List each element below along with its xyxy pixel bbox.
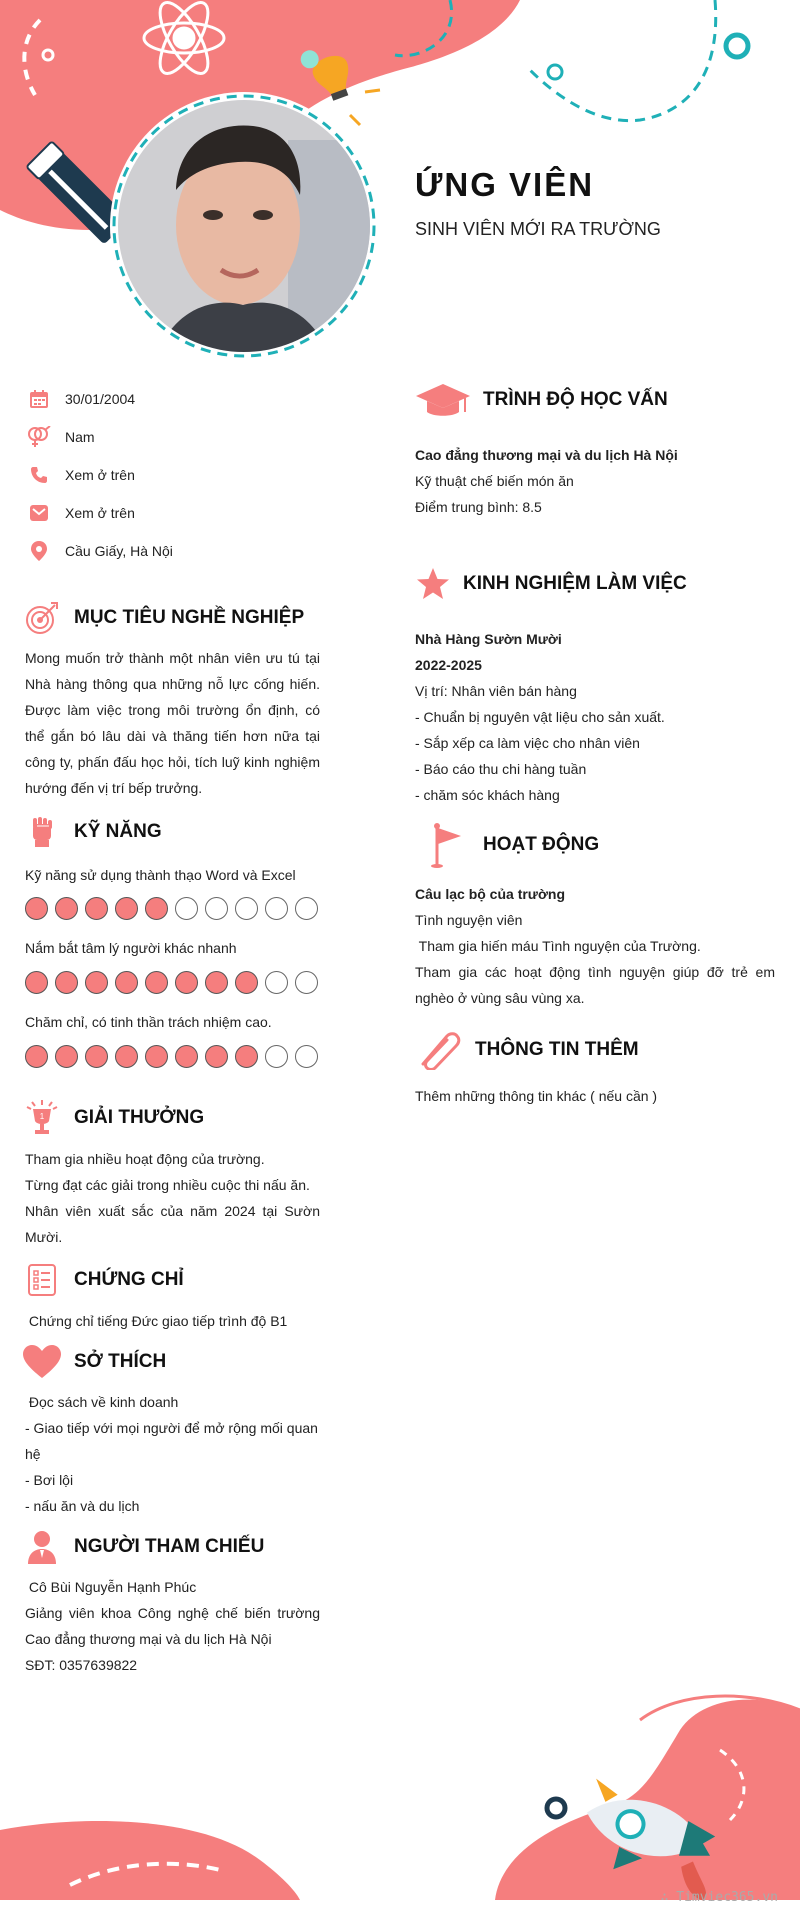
more-info-heading: THÔNG TIN THÊM [475,1039,639,1060]
rating-dot-filled [85,971,108,994]
svg-text:1: 1 [39,1112,45,1121]
fist-icon [22,812,62,852]
hobby-line: Đọc sách về kinh doanh [25,1394,179,1410]
rating-dot-empty [295,1045,318,1068]
email-icon [25,500,53,526]
contact-birthdate [25,386,345,412]
reference-heading: NGƯỜI THAM CHIẾU [74,1536,265,1557]
more-info-header [415,1030,639,1070]
activity-line: Tham gia các hoạt động tình nguyện giúp đỡ trẻ em nghèo ở vùng sâu vùng xa. [415,964,775,1006]
person-icon [22,1527,62,1567]
rating-dot-empty [295,897,318,920]
rating-dot-filled [55,971,78,994]
rating-dot-empty [205,897,228,920]
address-text: Cầu Giấy, Hà Nội [65,543,173,559]
activities-heading: HOẠT ĐỘNG [483,834,600,855]
rating-dot-filled [115,1045,138,1068]
award-line: Nhân viên xuất sắc của năm 2024 tại Sườn Mười. [25,1203,320,1245]
rating-dot-empty [295,971,318,994]
skill-rating-3 [25,1045,318,1068]
reference-header [22,1527,264,1567]
rating-dot-filled [85,1045,108,1068]
target-icon [22,598,62,638]
rating-dot-filled [25,897,48,920]
rating-dot-filled [205,971,228,994]
award-line: Từng đạt các giải trong nhiều cuộc thi nấu ăn. [25,1177,310,1193]
company-name: Nhà Hàng Sườn Mười [415,631,562,647]
experience-heading: KINH NGHIỆM LÀM VIỆC [463,573,687,594]
activities-header [415,825,599,865]
hobbies-heading: SỞ THÍCH [74,1351,167,1372]
rating-dot-filled [55,1045,78,1068]
hobbies-text [25,1389,320,1519]
activity-line: Tham gia hiến máu Tình nguyện của Trường. [415,938,701,954]
education-text [415,442,775,520]
rating-dot-empty [175,897,198,920]
rating-dot-empty [265,971,288,994]
rating-dot-filled [25,971,48,994]
rating-dot-filled [115,971,138,994]
candidate-name: ỨNG VIÊN [415,166,595,203]
profile-photo [118,100,370,352]
task-line: - Sắp xếp ca làm việc cho nhân viên [415,735,640,751]
school-name: Cao đẳng thương mại và du lịch Hà Nội [415,447,678,463]
job-role: Vị trí: Nhân viên bán hàng [415,683,577,699]
major: Kỹ thuật chế biến món ăn [415,473,574,489]
graduation-cap-icon [415,380,471,420]
awards-text [25,1146,320,1250]
heart-icon [22,1342,62,1382]
flag-icon [415,825,471,865]
rating-dot-filled [115,897,138,920]
activity-org: Câu lạc bộ của trường [415,886,566,902]
rating-dot-filled [175,971,198,994]
experience-text [415,626,775,808]
hobby-line: - Giao tiếp với mọi người để mở rộng mối quan hệ [25,1420,318,1462]
rating-dot-empty [265,897,288,920]
rating-dot-filled [145,897,168,920]
rating-dot-filled [145,1045,168,1068]
contact-address [25,538,345,564]
objective-header [22,598,304,638]
hobbies-header [22,1342,166,1382]
gender-icon [25,424,53,450]
contact-email [25,500,345,526]
birthdate-text: 30/01/2004 [65,391,136,407]
task-line: - Báo cáo thu chi hàng tuần [415,761,587,777]
checklist-icon [22,1260,62,1300]
phone-text: Xem ở trên [65,467,135,483]
trophy-icon [22,1098,62,1138]
paperclip-icon [415,1030,463,1070]
reference-line: SĐT: 0357639822 [25,1657,138,1673]
rating-dot-filled [145,971,168,994]
certificate-text: Chứng chỉ tiếng Đức giao tiếp trình độ B1 [25,1313,288,1329]
rating-dot-empty [265,1045,288,1068]
gender-text: Nam [65,429,95,445]
skills-header [22,812,162,852]
skill-rating-1 [25,897,318,920]
award-line: Tham gia nhiều hoạt động của trường. [25,1151,265,1167]
certificates-heading: CHỨNG CHỈ [74,1269,184,1290]
skill-label-1: Kỹ năng sử dụng thành thạo Word và Excel [25,867,296,883]
task-line: - chăm sóc khách hàng [415,787,560,803]
rating-dot-filled [55,897,78,920]
candidate-title: SINH VIÊN MỚI RA TRƯỜNG [415,219,661,239]
awards-header [22,1098,204,1138]
location-icon [25,538,53,564]
certificates-header [22,1260,184,1300]
watermark: ∴ Timviec365.vn [660,1890,778,1905]
work-period: 2022-2025 [415,657,482,673]
email-text: Xem ở trên [65,505,135,521]
rating-dot-filled [235,1045,258,1068]
star-icon [415,564,451,604]
rating-dot-filled [85,897,108,920]
rating-dot-filled [25,1045,48,1068]
rating-dot-filled [235,971,258,994]
skill-label-3: Chăm chỉ, có tinh thần trách nhiệm cao. [25,1014,272,1030]
objective-heading: MỤC TIÊU NGHỀ NGHIỆP [74,607,305,628]
rating-dot-empty [235,897,258,920]
hobby-line: - Bơi lội [25,1472,74,1488]
calendar-icon [25,386,53,412]
experience-header [415,564,687,604]
objective-text: Mong muốn trở thành một nhân viên ưu tú tại Nhà hàng thông qua những nỗ lực cống hiến. Được làm việc trong môi trường ổn định, có thể gắn bó lâu dài và thăng tiến hơn nữa tại công ty, phấn đấu học hỏi, tích luỹ kinh nghiệm hướng đến vị trí bếp trưởng. [25,650,320,796]
education-header [415,380,668,420]
activity-role: Tình nguyện viên [415,912,523,928]
rating-dot-filled [205,1045,228,1068]
awards-heading: GIẢI THƯỞNG [74,1107,205,1128]
skill-rating-2 [25,971,318,994]
task-line: - Chuẩn bị nguyên vật liệu cho sản xuất. [415,709,665,725]
hobby-line: - nấu ăn và du lịch [25,1498,140,1514]
contact-phone [25,462,345,488]
skill-label-2: Nắm bắt tâm lý người khác nhanh [25,940,237,956]
reference-line: Giảng viên khoa Công nghệ chế biến trường Cao đẳng thương mại và du lịch Hà Nội [25,1605,320,1647]
gpa: Điểm trung bình: 8.5 [415,499,542,515]
more-info-text: Thêm những thông tin khác ( nếu cần ) [415,1088,658,1104]
reference-text [25,1574,320,1678]
skills-heading: KỸ NĂNG [74,821,162,842]
rating-dot-filled [175,1045,198,1068]
activities-text [415,881,775,1011]
phone-icon [25,462,53,488]
contact-gender [25,424,345,450]
education-heading: TRÌNH ĐỘ HỌC VẤN [483,389,668,410]
reference-line: Cô Bùi Nguyễn Hạnh Phúc [25,1579,197,1595]
